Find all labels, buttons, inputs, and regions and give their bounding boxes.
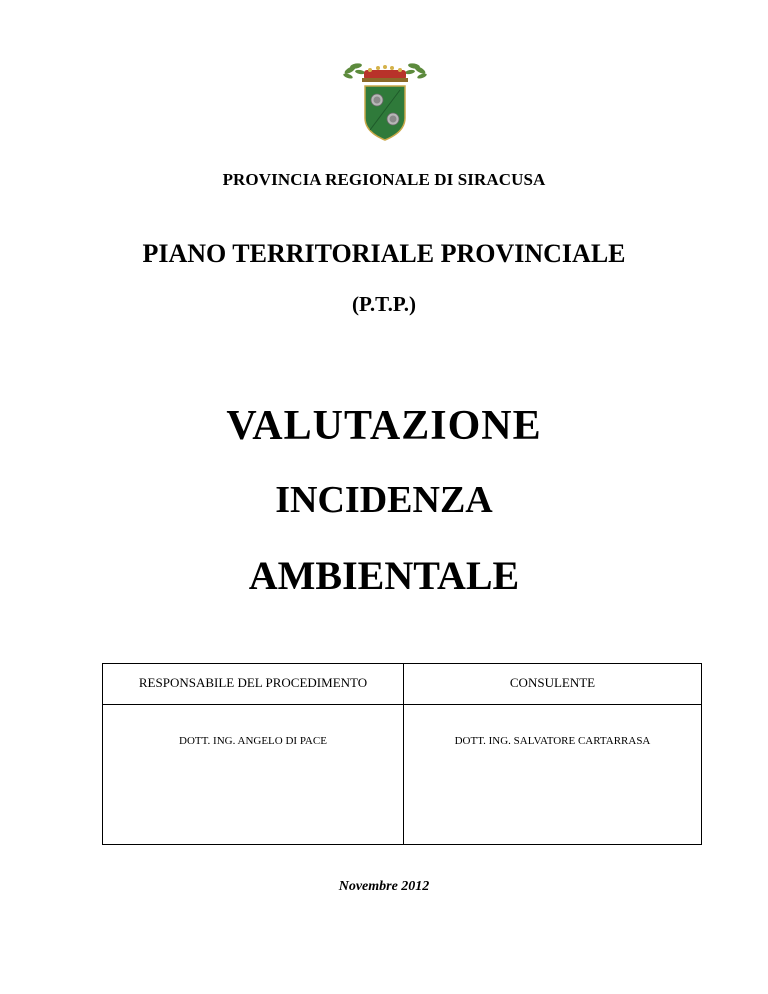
responsible-name: DOTT. ING. ANGELO DI PACE (179, 735, 327, 747)
laurel-branch-right (405, 62, 428, 79)
responsible-header: RESPONSABILE DEL PROCEDIMENTO (138, 675, 368, 690)
provincial-coat-of-arms-icon (340, 56, 430, 146)
document-title-line-2: INCIDENZA (275, 479, 493, 521)
plan-title: PIANO TERRITORIALE PROVINCIALE (142, 239, 626, 268)
crown-icon (362, 65, 408, 82)
document-date: Novembre 2012 (338, 879, 430, 894)
table-divider-horizontal (103, 704, 701, 705)
province-name: PROVINCIA REGIONALE DI SIRACUSA (222, 170, 546, 189)
laurel-branch-left (343, 62, 366, 79)
document-title-line-3: AMBIENTALE (248, 553, 520, 598)
signature-table (102, 663, 702, 845)
consultant-header: CONSULENTE (509, 675, 596, 690)
document-title-line-1: VALUTAZIONE (226, 403, 542, 449)
shield-icon (365, 86, 405, 140)
consultant-name: DOTT. ING. SALVATORE CARTARRASA (454, 735, 651, 747)
table-divider-vertical (403, 664, 404, 844)
plan-abbreviation: (P.T.P.) (352, 292, 416, 316)
